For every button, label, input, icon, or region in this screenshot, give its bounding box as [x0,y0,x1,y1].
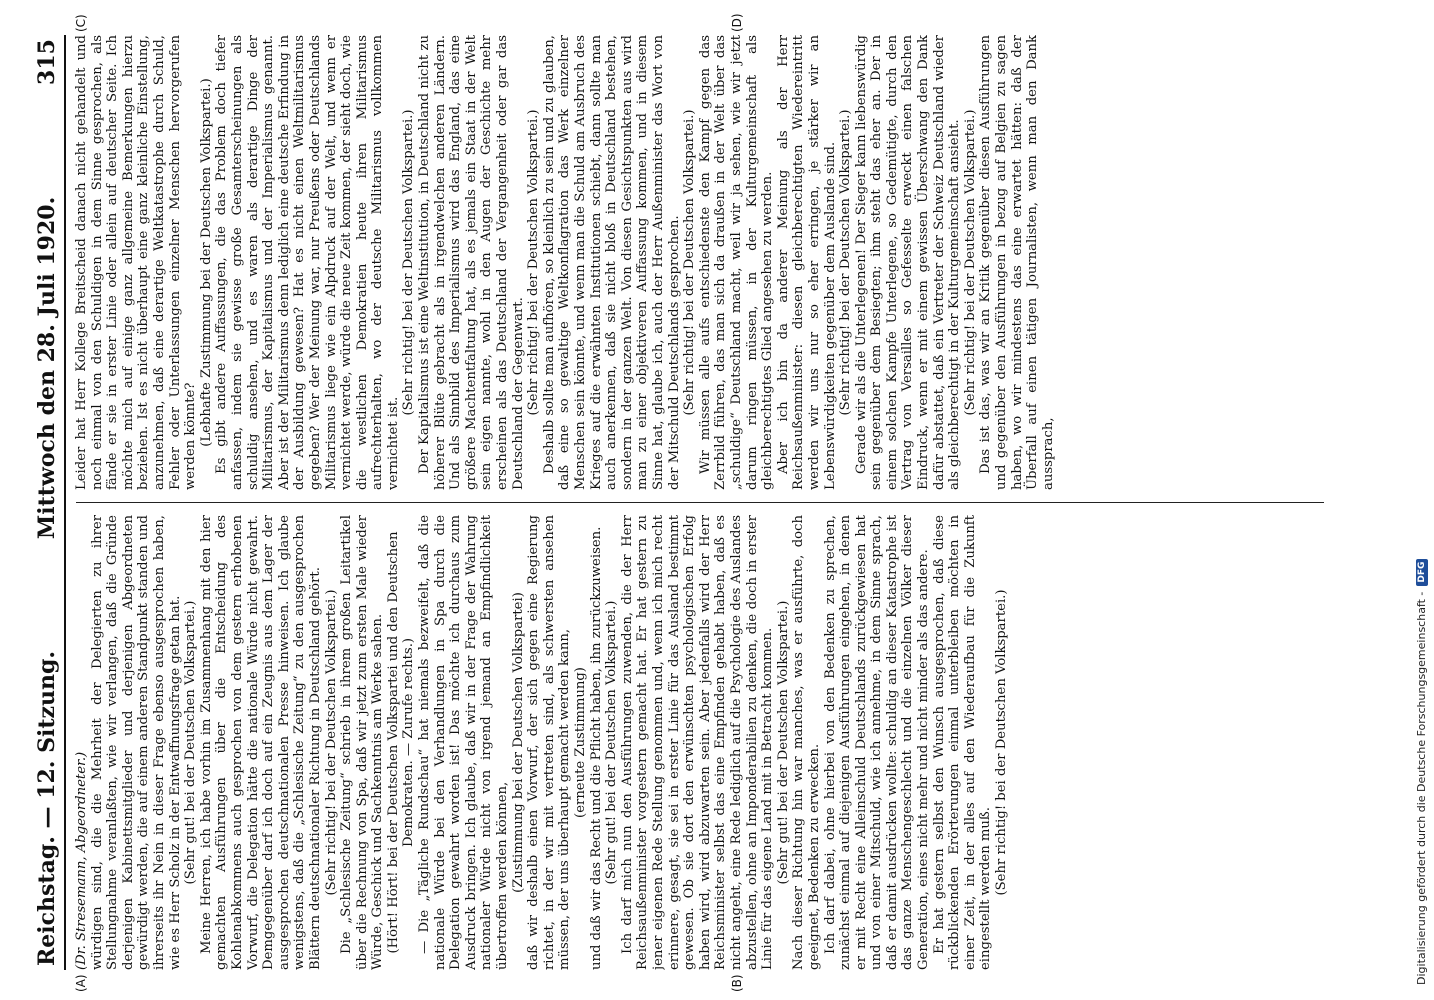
paragraph: Meine Herren, ich habe vorhin im Zusammenhang mit den hier gemachten Ausführungen über die Entscheidung des Kohlenabkommens auch gesprochen von dem gestern erhobenen Vorwurf, die Delegation hätte die nationale Würde nicht gewahrt. Demgegenüber darf ich doch auf ein Zeugnis aus dem Lager der ausgesprochen deutschnationalen Presse hinweisen. Ich glaube wenigstens, daß die „Schlesische Zeitung“ zu den ausgesprochen Blättern deutschnationaler Richtung in Deutschland gehört. [198,515,323,970]
paragraph: Der Kapitalismus ist eine Weltinstitution, in Deutschland nicht zu höherer Blüte gebracht als in irgendwelchen anderen Ländern. Und als Sinnbild des Imperialismus wird das England, das eine größere Machtentfaltung hat, als es jemals ein Staat in der Welt sein eigen nannte, wohl in den Augen der Geschichte mehr erscheinen als das Deutschland der Vergangenheit oder gar das Deutschland der Gegenwart. [417,35,526,490]
header-left: Reichstag. — 12. Sitzung. [34,650,60,966]
interjection: (Sehr gut! bei der Deutschen Volkspartei.) [775,600,791,885]
paragraph: Es gibt andere Auffassungen, die das Problem doch tiefer anfassen, indem sie gewisse große Gesamterscheinungen als schuldig ansehen, und es waren als derartige Dinge der Militarismus, der Kapitalismus und der Imperialismus genannt. Aber ist der Militarismus denn lediglich eine deutsche Erfindung in der Ausbildung gewesen? Hat es nicht einen Weltmilitarismus gegeben? Wer der Meinung war, nur Preußens oder Deutschlands Militarismus liege wie ein Alpdruck auf der Welt, und wenn er vernichtet werde, würde die neue Zeit kommen, der sieht doch, wie die westlichen Demokratien heute ihren Militarismus aufrechterhalten, wo der deutsche Militarismus vollkommen vernichtet ist. [214,35,401,490]
page-header [30,35,66,970]
interjection: (Hört! Hört! bei der Deutschen Volkspartei und den Deutschen Demokraten. — Zurufe rechts.) [385,531,417,954]
interjection: (Sehr richtig! bei der Deutschen Volkspartei.) [323,589,339,896]
paragraph: Nach dieser Richtung hin war manches, was er ausführte, doch geeignet, Bedenken zu erwecken. [791,515,822,970]
paragraph: Ich darf mich nun den Ausführungen zuwenden, die der Herr Reichsaußenminister vorgestern gemacht hat. Er hat gestern zu jener eigenen Rede Stellung genommen und, wenn ich mich recht erinnere, gesagt, sie sei in erster Linie für das Ausland bestimmt gewesen. Ob sie dort den erwünschten psychologischen Erfolg haben wird, wird abzuwarten sein. Aber jedenfalls wird der Herr Reichsminister selbst das eine Empfinden gehabt haben, daß es nicht angeht, eine Rede lediglich auf die Psychologie des Auslandes abzustellen, ohne an Imponderabilien zu denken, die doch in erster Linie für das eigene Land mit in Betracht kommen. [619,515,776,970]
paragraph: Ich darf dabei, ohne hierbei von den Bedenken zu sprechen, zunächst einmal auf diejenigen Ausführungen eingehen, in denen er mit Recht eine Alleinschuld Deutschlands zurückgewiesen hat und von einer Mitschuld, wie ich annehme, in dem Sinne sprach, daß er damit ausdrücken wollte: schuldig an dieser Katastrophe ist das ganze Menschengeschlecht und die einzelnen Völker dieser Generation, eines nicht mehr und nicht minder als das andere. [822,515,932,970]
dfg-logo: DFG [1416,559,1428,586]
interjection: (Sehr richtig! bei der Deutschen Volkspartei.) [526,109,542,416]
interjection: (Sehr gut! bei der Deutschen Volkspartei.) [183,600,199,885]
paragraph: und daß wir das Recht und die Pflicht haben, ihn zurückzuweisen. [588,526,604,970]
margin-marker-c: (C) [74,14,88,32]
margin-marker-b: (B) [730,974,744,992]
column-divider [76,502,1324,503]
paragraph: Die „Schlesische Zeitung“ schrieb in ihrem großen Leitartikel über die Rechnung von Spa, daß wir jetzt zum ersten Male wieder Würde, Geschick und Sachkenntnis am Werke sahen. [339,515,386,970]
paragraph: — Die „Tägliche Rundschau“ hat niemals bezweifelt, daß die nationale Würde bei den Verhandlungen in Spa durch die Delegation gewahrt worden ist! Das möchte ich durchaus zum Ausdruck bringen. Ich glaube, daß wir in der Frage der Wahrung nationaler Würde nicht von irgend jemand an Empfindlichkeit übertroffen werden können, [417,515,511,970]
digitization-text: Digitalisierung gefördert durch die Deutsche Forschungsgemeinschaft - [1415,591,1428,985]
text-columns [74,35,1324,970]
header-date: Mittwoch den 28. Juli 1920. [34,196,60,540]
column-left [74,515,1324,970]
interjection: (Zustimmung bei der Deutschen Volkspartei) [510,592,526,893]
paragraph: Wir müssen alle aufs entschiedenste den Kampf gegen das Zerrbild führen, das man sich da draußen in der Welt über das „schuldige“ Deutschland macht, weil wir ja sehen, wie wir jetzt darum ringen müssen, in der Kulturgemeinschaft als gleichberechtigtes Glied angesehen zu werden. [697,35,776,490]
margin-marker-d: (D) [730,13,744,32]
paragraph: Aber ich bin da anderer Meinung als der Herr Reichsaußenminister: diesen gleichberechtigten Wiedereintritt werden wir uns nur so eher erringen, je stärker wir an Lebenswürdigkeiten gegenüber dem Auslande sind. [775,35,838,490]
interjection: (Lebhafte Zustimmung bei der Deutschen Volkspartei.) [198,78,214,447]
paragraph: daß wir deshalb einen Vorwurf, der sich gegen eine Regierung richtet, in der wir mit vertreten sind, als schwersten ansehen müssen, der uns überhaupt gemacht werden kann, [526,515,573,970]
interjection: (erneute Zustimmung) [573,667,588,818]
paragraph: Das ist das, was wir an Kritik gegenüber diesen Ausführungen und gegenüber den Ausführungen in bezug auf Belgien zu sagen haben, wo wir mindestens das eine erwartet hätten: daß der Überfall auf einen tätigen Journalisten, wenn man den Dank aussprach, [978,35,1056,490]
paragraph: Er hat gestern selbst den Wunsch ausgesprochen, daß diese rückblickenden Erörterungen einmal unterbleiben möchten in einer Zeit, in der alles auf den Wiederaufbau für die Zukunft eingestellt werden muß. [931,515,994,970]
page-number: 315 [34,39,60,85]
paragraph: (Dr. Stresemann, Abgeordneter.) [74,751,89,970]
paragraph: würdigen sind, die die Mehrheit der Delegierten zu ihrer Stellungnahme veranlaßten, wie wir verlangen, daß die Gründe derjenigen Kabinettsmitglieder und derjenigen Abgeordneten gewürdigt werden, die auf einem anderen Standpunkt standen und ihrerseits ihr Nein in dieser Frage ebenso ausgesprochen haben, wie es Herr Scholz in der Entwaffnungsfrage getan hat. [89,515,183,970]
interjection: (Sehr richtig! bei der Deutschen Volkspartei.) [401,109,417,416]
interjection: (Sehr gut! bei der Deutschen Volkspartei.) [604,600,620,885]
interjection: (Sehr richtig! bei der Deutschen Volkspartei.) [962,109,978,416]
paragraph: Leider hat Herr Kollege Breitscheid danach nicht gehandelt und noch einmal von den Schuldigen in dem Sinne gesprochen, als fände er sie in erster Linie oder allein auf deutscher Seite. Ich möchte mich auf einige ganz allgemeine Bemerkungen hierzu beziehen. Ist es nicht überhaupt eine ganz kleinliche Einstellung, anzunehmen, daß eine derartige Weltkatastrophe durch Schuld, Fehler oder Unterlassungen einzelner Menschen hervorgerufen werden könnte? [74,35,199,490]
interjection: (Sehr richtig! bei der Deutschen Volkspartei.) [838,109,854,416]
paragraph: Deshalb sollte man aufhören, so kleinlich zu sein und zu glauben, daß eine so gewaltige Weltkonflagration das Werk einzelner Menschen sein könnte, und wenn man die Schuld am Ausbruch des Krieges auf die erwähnten Institutionen schiebt, dann sollte man auch anerkennen, daß sie nicht bloß in Deutschland bestehen, sondern in der ganzen Welt. Von diesen Gesichtspunkten aus wird man zu einer objektiveren Auffassung kommen, und in diesem Sinne hat, glaube ich, auch der Herr Außenminister das Wort von der Mitschuld Deutschlands gesprochen. [541,35,682,490]
paragraph: Gerade wir als die Unterlegenen! Der Sieger kann liebenswürdig sein gegenüber dem Besiegten; ihm steht das eher an. Der in einem solchen Kampfe Unterlegene, so Gedemütigte, durch den Vertrag von Versailles so Gefesselte erweckt einen falschen Eindruck, wenn er mit einem gewissen Überschwang den Dank dafür abstattet, daß ein Vertreter der Schweiz Deutschland wieder als gleichberechtigt in der Kulturgemeinschaft ansieht. [853,35,963,490]
margin-marker-a: (A) [74,974,88,992]
column-right [74,35,1324,490]
digitization-note [1415,559,1428,985]
scanned-page [30,13,1330,992]
interjection: (Sehr richtig! bei der Deutschen Volkspartei.) [994,589,1010,896]
interjection: (Sehr richtig! bei der Deutschen Volkspartei.) [682,109,698,416]
